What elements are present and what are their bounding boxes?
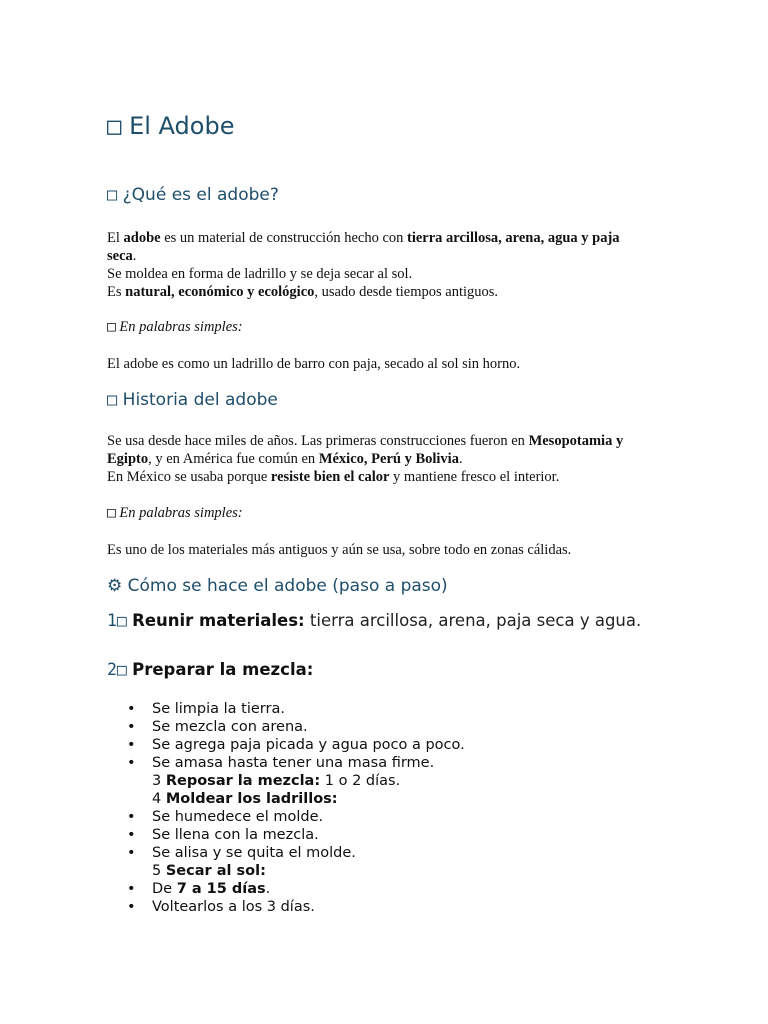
list-item: • Se mezcla con arena.	[107, 718, 465, 736]
simple-text-historia: Es uno de los materiales más antiguos y aún se usa, sobre todo en zonas cálidas.	[107, 542, 572, 558]
text-run: Se moldea en forma de ladrillo y se deja secar al sol.	[107, 266, 413, 282]
text-run: y mantiene fresco el interior.	[389, 469, 560, 485]
item-text: .	[265, 881, 271, 897]
list-item: • Se llena con la mezcla.	[107, 826, 465, 844]
step-label: Preparar la mezcla:	[132, 660, 314, 679]
bold-run: adobe	[123, 230, 161, 246]
text-run: En México se usaba porque	[107, 469, 271, 485]
step-text: 1 o 2 días.	[320, 773, 401, 789]
simple-label: En palabras simples:	[119, 319, 243, 335]
heading-historia-text: Historia del adobe	[122, 390, 278, 410]
list-item	[107, 880, 465, 898]
text-run: .	[458, 451, 463, 467]
item-text: Se alisa y se quita el molde.	[152, 845, 356, 861]
simple-label: En palabras simples:	[119, 505, 243, 521]
step-number: 2□	[107, 660, 127, 679]
step-label: Reposar la mezcla:	[165, 773, 321, 789]
text-run: .	[132, 248, 137, 264]
list-item: • Se agrega paja picada y agua poco a poco.	[107, 736, 465, 754]
simple-text-que: El adobe es como un ladrillo de barro con paja, secado al sol sin horno.	[107, 356, 521, 372]
text-run: , y en América fue común en	[148, 451, 319, 467]
step-text: tierra arcillosa, arena, paja seca y agua.	[304, 611, 642, 630]
bold-run: 7 a 15 días	[176, 881, 266, 897]
list-item: • Se humedece el molde.	[107, 808, 465, 826]
step-label: Moldear los ladrillos:	[165, 791, 338, 807]
step-label: Reunir materiales:	[132, 611, 305, 630]
simple-note-que	[107, 318, 652, 336]
step-label: Secar al sol:	[165, 863, 266, 879]
square-icon: □	[107, 390, 118, 410]
page-title-text: El Adobe	[129, 112, 235, 140]
square-icon: □	[107, 319, 116, 335]
list-item	[107, 844, 465, 880]
text-run: , usado desde tiempos antiguos.	[314, 284, 499, 300]
item-text: De	[152, 881, 177, 897]
list-item: • Voltearlos a los 3 días.	[107, 898, 465, 916]
text-run: Se usa desde hace miles de años. Las primeras construcciones fueron en	[107, 433, 529, 449]
step-number: 4	[152, 791, 166, 807]
heading-que-es-text: ¿Qué es el adobe?	[122, 185, 279, 205]
heading-historia	[107, 390, 278, 410]
bold-run: tierra arcillosa, arena, agua y paja seca	[107, 230, 620, 264]
heading-como-text: Cómo se hace el adobe (paso a paso)	[127, 576, 448, 596]
que-es-paragraph	[107, 229, 652, 301]
steps-list	[107, 700, 465, 916]
bold-run: México, Perú y Bolivia	[318, 451, 459, 467]
heading-que-es	[107, 185, 279, 205]
text-run: El	[107, 230, 124, 246]
list-item: • Se limpia la tierra.	[107, 700, 465, 718]
square-icon: □	[107, 505, 116, 521]
bold-run: natural, económico y ecológico	[125, 284, 315, 300]
item-text: Se amasa hasta tener una masa firme.	[152, 755, 435, 771]
page-title	[107, 112, 234, 140]
step-number: 1□	[107, 611, 127, 630]
heading-como	[107, 576, 448, 596]
gear-icon: ⚙	[107, 576, 123, 596]
text-run: es un material de construcción hecho con	[160, 230, 408, 246]
step-number: 3	[152, 773, 166, 789]
square-icon: □	[107, 112, 122, 140]
step-number: 5	[152, 863, 166, 879]
simple-note-historia	[107, 504, 652, 522]
square-icon: □	[107, 185, 118, 205]
step-1	[107, 609, 652, 632]
list-item	[107, 754, 465, 808]
historia-paragraph	[107, 432, 652, 486]
bold-run: Mesopotamia y Egipto	[107, 433, 624, 467]
step-2	[107, 658, 652, 681]
bold-run: resiste bien el calor	[270, 469, 390, 485]
text-run: Es	[107, 284, 126, 300]
